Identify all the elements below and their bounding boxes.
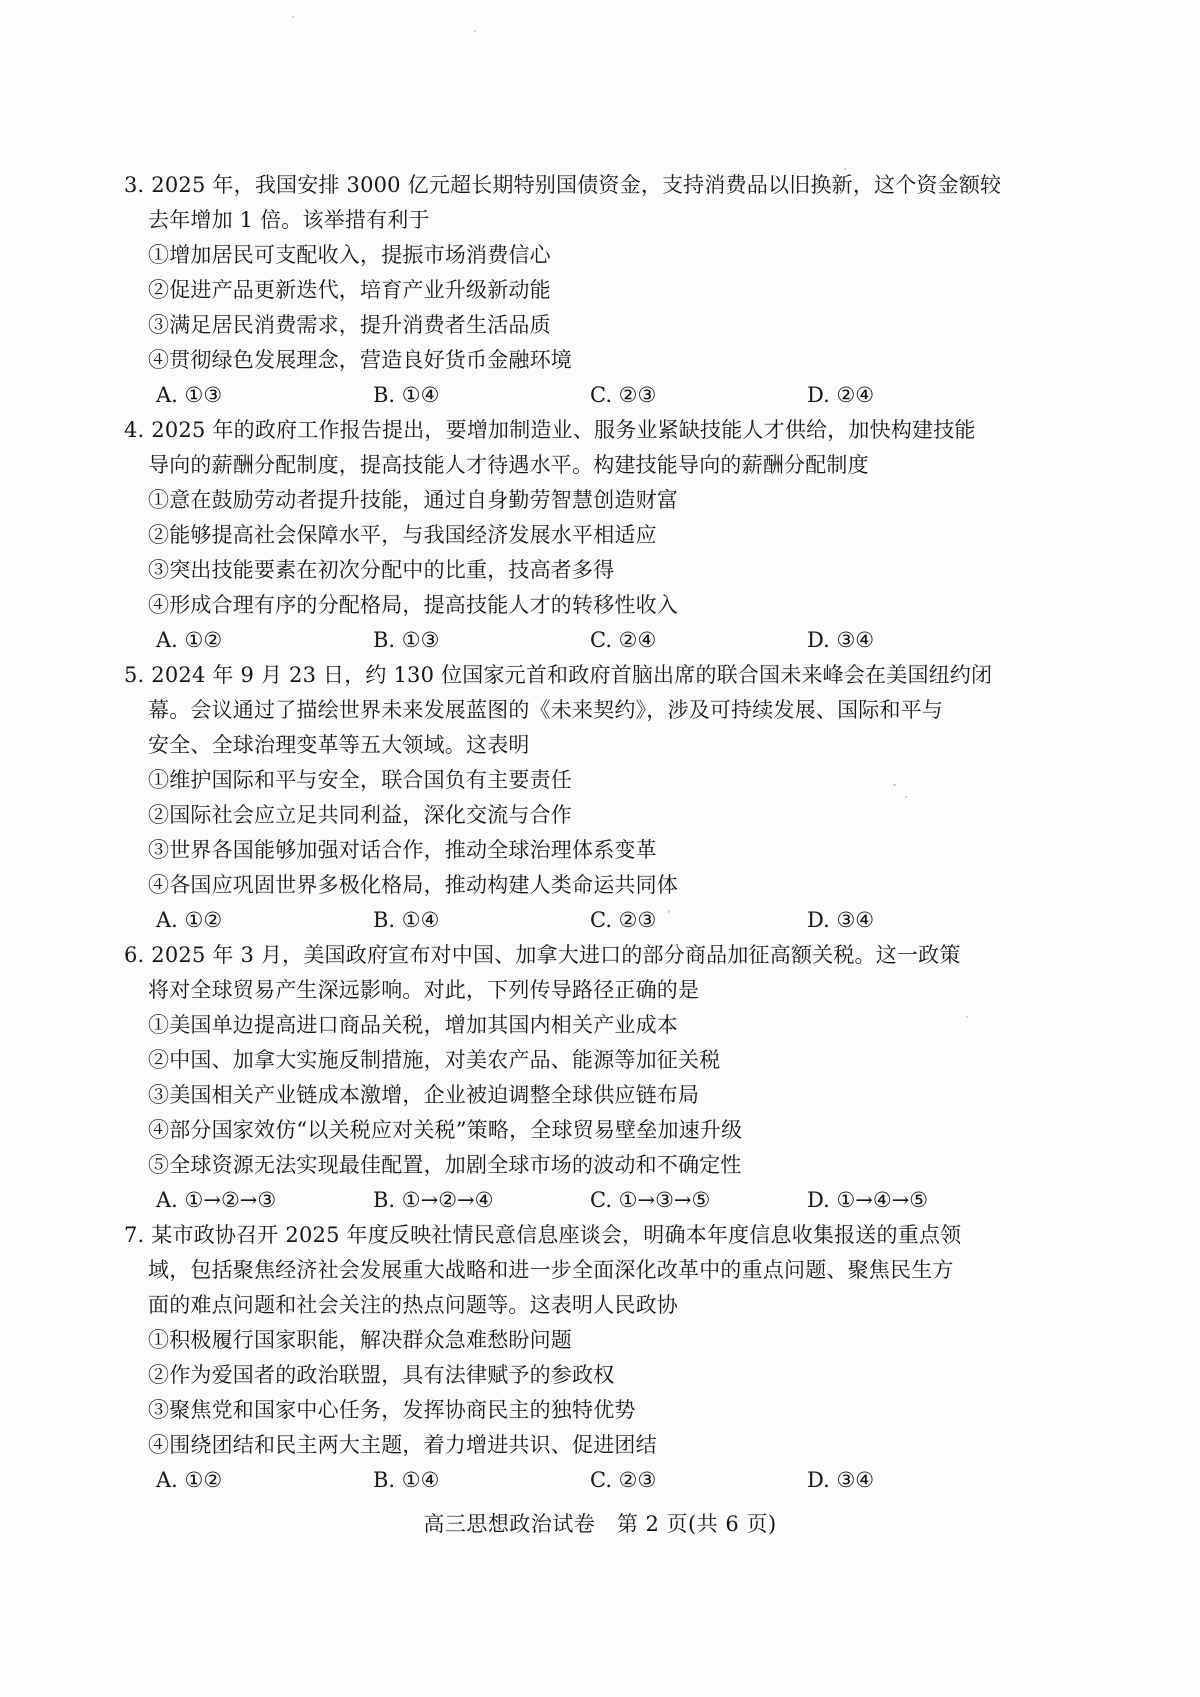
scan-speck [966,1016,968,1018]
statement-option: ③美国相关产业链成本激增，企业被迫调整全球供应链布局 [148,1083,700,1107]
page-footer: 高三思想政治试卷 第 2 页(共 6 页) [423,1512,777,1536]
question-list [124,168,1024,1498]
answer-choice: A. ①② [156,1468,223,1492]
question-stem-line: 5. 2024 年 9 月 23 日，约 130 位国家元首和政府首脑出席的联合国未来峰会在美国纽约闭 [124,663,993,687]
question-stem-line: 4. 2025 年的政府工作报告提出，要增加制造业、服务业紧缺技能人才供给，加快构建技能 [124,418,976,442]
statement-option: ④各国应巩固世界多极化格局，推动构建人类命运共同体 [148,873,678,897]
question-stem-line: 域，包括聚焦经济社会发展重大战略和进一步全面深化改革中的重点问题、聚焦民生方 [148,1258,954,1282]
question-stem-line: 6. 2025 年 3 月，美国政府宣布对中国、加拿大进口的部分商品加征高额关税。这一政策 [124,943,961,967]
answer-choice: B. ①③ [373,628,440,652]
answer-choices [124,903,1024,938]
answer-choice: D. ②④ [807,383,875,407]
question-stem-line: 将对全球贸易产生深远影响。对此，下列传导路径正确的是 [148,978,700,1002]
statement-option: ④部分国家效仿“以关税应对关税”策略，全球贸易壁垒加速升级 [148,1118,743,1142]
question-stem-line: 安全、全球治理变革等五大领域。这表明 [148,733,530,757]
scan-speck [905,796,907,798]
scan-speck [668,910,670,913]
question-block [124,1218,1024,1498]
answer-choice: B. ①④ [373,908,440,932]
statement-option: ②促进产品更新迭代，培育产业升级新动能 [148,278,551,302]
question-stem-line: 面的难点问题和社会关注的热点问题等。这表明人民政协 [148,1293,678,1317]
statement-option: ①美国单边提高进口商品关税，增加其国内相关产业成本 [148,1013,678,1037]
question-stem-line: 3. 2025 年，我国安排 3000 亿元超长期特别国债资金，支持消费品以旧换新，这个资金额较 [124,173,1002,197]
question-stem-line: 幕。会议通过了描绘世界未来发展蓝图的《未来契约》，涉及可持续发展、国际和平与 [148,698,944,722]
answer-choices [124,378,1024,413]
answer-choice: A. ①② [156,908,223,932]
answer-choice: D. ①→④→⑤ [807,1188,929,1212]
statement-option: ①意在鼓励劳动者提升技能，通过自身勤劳智慧创造财富 [148,488,678,512]
question-stem-line: 去年增加 1 倍。该举措有利于 [148,208,430,232]
scan-speck [474,30,476,32]
answer-choice: A. ①③ [156,383,223,407]
statement-option: ③满足居民消费需求，提升消费者生活品质 [148,313,551,337]
answer-choice: B. ①④ [373,383,440,407]
answer-choice: C. ②④ [590,628,657,652]
answer-choices [124,623,1024,658]
answer-choices [124,1183,1024,1218]
statement-option: ③聚焦党和国家中心任务，发挥协商民主的独特优势 [148,1398,636,1422]
question-block [124,168,1024,413]
statement-option: ④贯彻绿色发展理念，营造良好货币金融环境 [148,348,572,372]
scan-speck [292,16,294,18]
statement-option: ③突出技能要素在初次分配中的比重，技高者多得 [148,558,615,582]
answer-choice: D. ③④ [807,628,875,652]
answer-choice: A. ①② [156,628,223,652]
question-block [124,413,1024,658]
statement-option: ①维护国际和平与安全，联合国负有主要责任 [148,768,572,792]
statement-option: ②中国、加拿大实施反制措施，对美农产品、能源等加征关税 [148,1048,721,1072]
question-stem-line: 导向的薪酬分配制度，提高技能人才待遇水平。构建技能导向的薪酬分配制度 [148,453,869,477]
statement-option: ①积极履行国家职能，解决群众急难愁盼问题 [148,1328,572,1352]
answer-choice: C. ②③ [590,908,657,932]
answer-choice: C. ②③ [590,1468,657,1492]
answer-choice: A. ①→②→③ [156,1188,277,1212]
scan-speck [844,168,846,170]
answer-choice: D. ③④ [807,1468,875,1492]
statement-option: ④形成合理有序的分配格局，提高技能人才的转移性收入 [148,593,678,617]
statement-option: ②能够提高社会保障水平，与我国经济发展水平相适应 [148,523,657,547]
question-block [124,938,1024,1218]
statement-option: ③世界各国能够加强对话合作，推动全球治理体系变革 [148,838,657,862]
statement-option: ⑤全球资源无法实现最佳配置，加剧全球市场的波动和不确定性 [148,1153,742,1177]
statement-option: ②国际社会应立足共同利益，深化交流与合作 [148,803,572,827]
answer-choices [124,1463,1024,1498]
answer-choice: C. ②③ [590,383,657,407]
statement-option: ②作为爱国者的政治联盟，具有法律赋予的参政权 [148,1363,615,1387]
answer-choice: B. ①→②→④ [373,1188,494,1212]
answer-choice: D. ③④ [807,908,875,932]
answer-choice: C. ①→③→⑤ [590,1188,711,1212]
statement-option: ①增加居民可支配收入，提振市场消费信心 [148,243,551,267]
answer-choice: B. ①④ [373,1468,440,1492]
scan-speck [893,784,896,786]
question-stem-line: 7. 某市政协召开 2025 年度反映社情民意信息座谈会，明确本年度信息收集报送的重点领 [124,1223,962,1247]
question-block [124,658,1024,938]
statement-option: ④围绕团结和民主两大主题，着力增进共识、促进团结 [148,1433,657,1457]
